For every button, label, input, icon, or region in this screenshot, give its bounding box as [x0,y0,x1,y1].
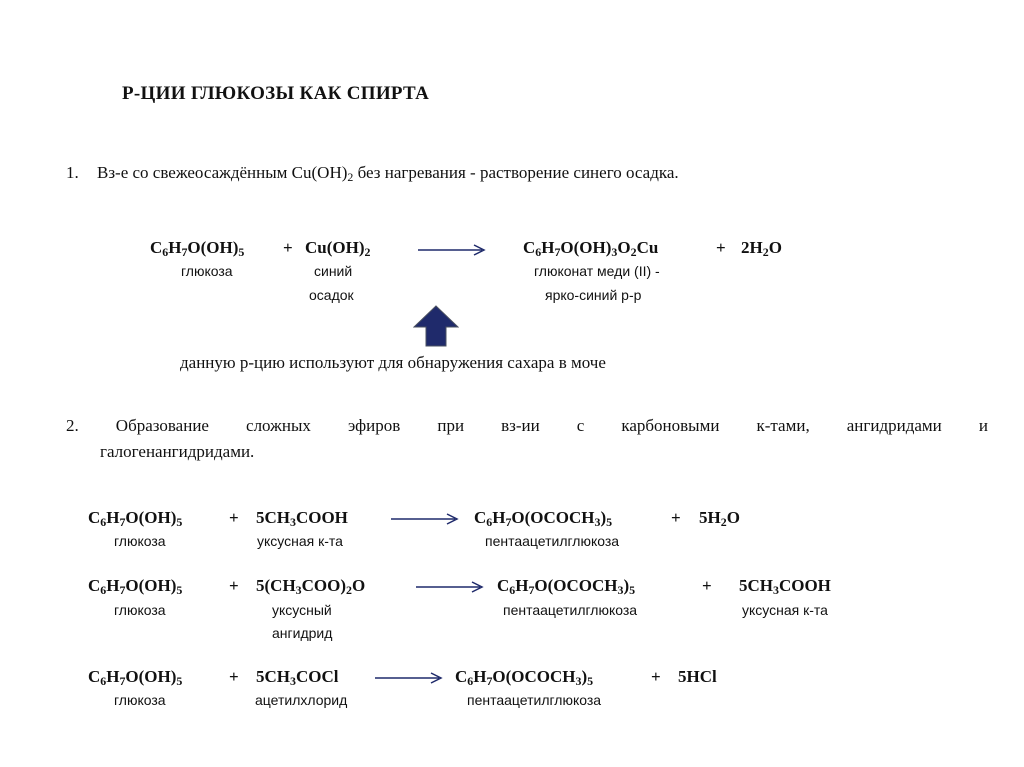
s1-label-glucose: глюкоза [181,263,233,279]
section2-line1 [66,413,988,439]
up-arrow-icon [413,305,459,347]
section2-number: 2. [66,416,79,435]
s1-product-copper-gluconate: $C_6H_7O(OH)_3O_2Cu$ [523,238,659,259]
s2r2-label-anhydride: ангидрид [272,625,333,641]
s2r1-reaction-arrow-icon [391,512,463,526]
s2r3-reactant-acetyl-chloride: $5CH_3COCl$ [256,667,339,688]
section2-word: при [437,416,465,435]
s2r3-plus-1: + [229,667,239,686]
section2-word: к-тами, [756,416,810,435]
section2-word: ангидридами [846,416,942,435]
s2r2-reactant-glucose: $C_6H_7O(OH)_5$ [88,576,183,597]
section1-text: Вз-е со свежеосаждённым $Cu(OH)_2$ без нагревания - растворение синего осадка. [97,163,679,184]
s2r1-reactant-acetic-acid: $5CH_3COOH$ [256,508,348,529]
section2-word: эфиров [347,416,401,435]
section2-word: вз-ии [501,416,540,435]
s2r1-plus-1: + [229,508,239,527]
s2r3-label-product: пентаацетилглюкоза [467,692,602,708]
s2r3-label-acetyl-chloride: ацетилхлорид [255,692,348,708]
s2r1-label-glucose: глюкоза [114,533,166,549]
section2-word: сложных [246,416,311,435]
s2r2-label-glucose: глюкоза [114,602,166,618]
s1-plus-1: + [283,238,293,257]
s1-label-blue: синий [314,263,353,279]
section2-word: и [978,416,988,435]
s2r1-product-pentaacetylglucose: $C_6H_7O(OCOCH_3)_5$ [474,508,613,529]
s2r2-product-acetic-acid: $5CH_3COOH$ [739,576,831,597]
s2r2-plus-2: + [702,576,712,595]
s2r2-reaction-arrow-icon [416,580,488,594]
section2-word: Образование [115,416,209,435]
s2r3-reaction-arrow-icon [375,671,447,685]
s2r1-label-acetic-acid: уксусная к-та [257,533,343,549]
section1-header [66,163,679,183]
s2r1-reactant-glucose: $C_6H_7O(OH)_5$ [88,508,183,529]
s1-note: данную р-цию используют для обнаружения сахара в моче [180,353,606,372]
s2r2-label-product: пентаацетилглюкоза [503,602,638,618]
s2r2-plus-1: + [229,576,239,595]
s2r1-label-product: пентаацетилглюкоза [485,533,620,549]
s2r3-product-hcl: 5HCl [678,667,717,686]
s1-reaction-arrow-icon [418,243,490,257]
page-title: Р-ЦИИ ГЛЮКОЗЫ КАК СПИРТА [122,83,430,104]
s1-label-gluconate: глюконат меди (II) - [534,263,660,279]
s1-label-precipitate: осадок [309,287,354,303]
s2r3-label-glucose: глюкоза [114,692,166,708]
s1-reactant-cuoh2: $Cu(OH)_2$ [305,238,371,259]
s1-label-bright-blue: ярко-синий р-р [545,287,642,303]
s2r1-plus-2: + [671,508,681,527]
s2r3-plus-2: + [651,667,661,686]
section2-word: карбоновыми [621,416,720,435]
section2-word: с [576,416,585,435]
s2r2-label-acetic: уксусный [272,602,332,618]
s2r3-reactant-glucose: $C_6H_7O(OH)_5$ [88,667,183,688]
section2-header [66,413,988,465]
s2r2-label-acetic-acid: уксусная к-та [742,602,828,618]
section2-line2: галогенангидридами. [100,442,255,461]
s1-reactant-glucose: $C_6H_7O(OH)_5$ [150,238,245,259]
s2r2-product-pentaacetylglucose: $C_6H_7O(OCOCH_3)_5$ [497,576,636,597]
s2r3-product-pentaacetylglucose: $C_6H_7O(OCOCH_3)_5$ [455,667,594,688]
s2r1-product-water: $5H_2O$ [699,508,740,529]
s1-plus-2: + [716,238,726,257]
section1-number: 1. [66,163,79,182]
s1-product-water: $2H_2O$ [741,238,782,259]
s2r2-reactant-acetic-anhydride: $5(CH_3COO)_2O$ [256,576,366,597]
